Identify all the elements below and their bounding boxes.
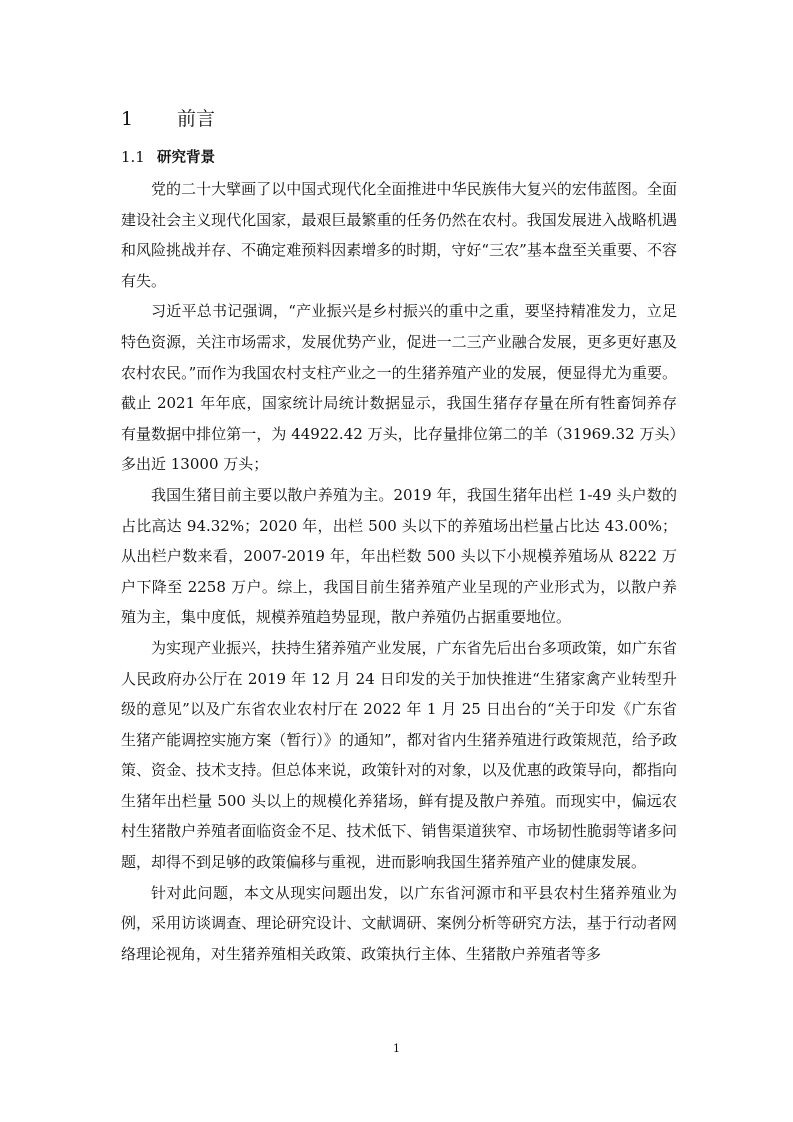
body-text	[121, 174, 677, 969]
section-heading	[121, 146, 215, 167]
paragraph: 党的二十大擘画了以中国式现代化全面推进中华民族伟大复兴的宏伟蓝图。全面建设社会主义现代化国家，最艰巨最繁重的任务仍然在农村。我国发展进入战略机遇和风险挑战并存、不确定难预料因素增多的时期，守好“三农”基本盘至关重要、不容有失。	[121, 180, 677, 290]
chapter-heading	[121, 104, 215, 131]
chapter-number: 1	[121, 108, 134, 130]
page-number: 1	[393, 1042, 400, 1055]
paragraph: 习近平总书记强调，“产业振兴是乡村振兴的重中之重，要坚持精准发力，立足特色资源，关注市场需求，发展优势产业，促进一二三产业融合发展，更多更好惠及农村农民。”而作为我国农村支柱产业之一的生猪养殖产业的发展，便显得尤为重要。截止 2021 年年底，国家统计局统计数据显示，我国生猪存存量在所有牲畜饲养存有量数据中排位第一，为 44922.42 万头，比存量排位第二的羊（31969.32 万头）多出近 13000 万头；	[121, 302, 677, 474]
chapter-title: 前言	[177, 108, 216, 130]
section-title: 研究背景	[157, 150, 215, 166]
paragraph: 我国生猪目前主要以散户养殖为主。2019 年，我国生猪年出栏 1-49 头户数的占比高达 94.32%；2020 年，出栏 500 头以下的养殖场出栏量占比达 43.00%；从出栏户数来看，2007-2019 年，年出栏数 500 头以下小规模养殖场从 8222 万户下降至 2258 万户。综上，我国目前生猪养殖产业呈现的产业形式为，以散户养殖为主，集中度低，规模养殖趋势显现，散户养殖仍占据重要地位。	[121, 485, 677, 627]
paragraph: 为实现产业振兴，扶持生猪养殖产业发展，广东省先后出台多项政策，如广东省人民政府办公厅在 2019 年 12 月 24 日印发的关于加快推进“生猪家禽产业转型升级的意见”以及广东省农业农村厅在 2022 年 1 月 25 日出台的“关于印发《广东省生猪产能调控实施方案（暂行）》的通知”，都对省内生猪养殖进行政策规范，给予政策、资金、技术支持。但总体来说，政策针对的对象，以及优惠的政策导向，都指向生猪年出栏量 500 头以上的规模化养猪场，鲜有提及散户养殖。而现实中，偏远农村生猪散户养殖者面临资金不足、技术低下、销售渠道狭窄、市场韧性脆弱等诸多问题，却得不到足够的政策偏移与重视，进而影响我国生猪养殖产业的健康发展。	[121, 638, 677, 872]
paragraph: 针对此问题，本文从现实问题出发，以广东省河源市和平县农村生猪养殖业为例，采用访谈调查、理论研究设计、文献调研、案例分析等研究方法，基于行动者网络理论视角，对生猪养殖相关政策、政策执行主体、生猪散户养殖者等多	[121, 883, 677, 963]
section-number: 1.1	[121, 148, 145, 166]
